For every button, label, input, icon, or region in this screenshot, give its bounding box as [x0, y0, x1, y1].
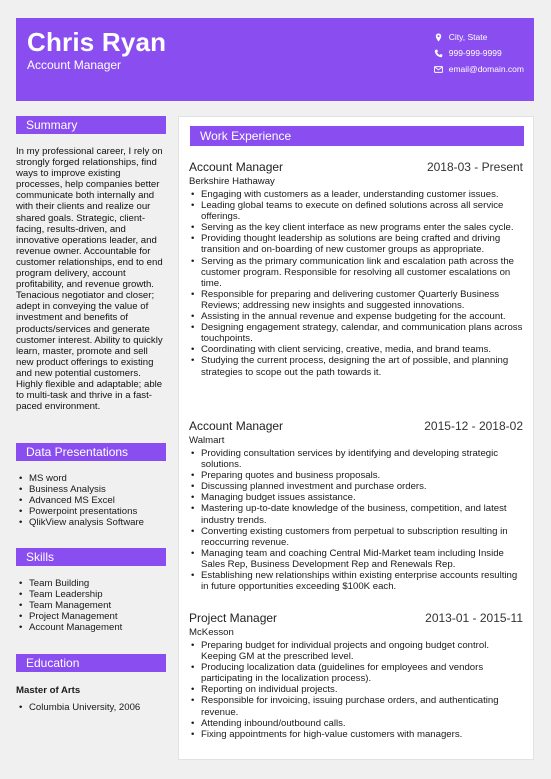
job-entry	[189, 160, 523, 378]
company-name: McKesson	[189, 627, 234, 638]
job-title: Account Manager	[189, 419, 284, 433]
email-icon	[434, 65, 443, 74]
list-item: • Team Leadership	[16, 589, 166, 600]
list-item: • Serving as the primary communication link and escalation path across the customer program. Responsible for resolving all customer escalations on time.	[189, 256, 523, 289]
list-item: • Studying the current process, designing the art of possible, and planning strategies to scope out the path towards it.	[189, 355, 523, 377]
list-item: • Converting existing customers from perpetual to subscription resulting in reoccurring revenue.	[189, 526, 523, 548]
list-item: • Managing team and coaching Central Mid-Market team including Inside Sales Rep, Business Development Rep and Renewals Rep.	[189, 548, 523, 570]
list-item: • Team Building	[16, 578, 166, 589]
job-dates: 2015-12 - 2018-02	[424, 419, 523, 433]
list-item: • Producing localization data (guidelines for employees and vendors participating in the localization process).	[189, 662, 523, 684]
list-item: • Providing thought leadership as solutions are being crafted and driving transition and on-boarding of new customer groups as appropriate.	[189, 233, 523, 255]
data-presentations-section	[16, 443, 166, 528]
list-item: • Providing consultation services by identifying and developing strategic solutions.	[189, 448, 523, 470]
list-item: • Mastering up-to-date knowledge of the business, competition, and latest industry trends.	[189, 503, 523, 525]
skills-section	[16, 548, 166, 633]
job-bullets	[189, 189, 523, 378]
list-item: • QlikView analysis Software	[16, 517, 166, 528]
skills-list	[16, 578, 166, 633]
list-item: • Columbia University, 2006	[16, 702, 166, 713]
education-section	[16, 654, 166, 713]
list-item: • Assisting in the annual revenue and expense budgeting for the account.	[189, 311, 523, 322]
contact-location	[434, 29, 524, 45]
resume-header	[16, 18, 534, 101]
phone-text: 999-999-9999	[448, 48, 502, 58]
contact-phone	[434, 45, 524, 61]
list-item: • Designing engagement strategy, calendar, and communication plans across touchpoints.	[189, 322, 523, 344]
contact-email	[434, 61, 524, 77]
location-text: City, State	[448, 32, 488, 42]
list-item: • Serving as the key client interface as new programs enter the sales cycle.	[189, 222, 523, 233]
list-item: • Advanced MS Excel	[16, 495, 166, 506]
list-item: • Responsible for preparing and delivering customer Quarterly Business Reviews; addressing new insights and suggested innovations.	[189, 289, 523, 311]
skills-heading: Skills	[16, 548, 166, 566]
email-text: email@domain.com	[448, 64, 524, 74]
list-item: • Reporting on individual projects.	[189, 684, 523, 695]
work-experience-heading: Work Experience	[190, 126, 524, 146]
job-title: Account Manager	[189, 160, 284, 174]
education-list	[16, 702, 166, 713]
list-item: • Fixing appointments for high-value customers with managers.	[189, 729, 523, 740]
job-bullets	[189, 640, 523, 740]
list-item: • Preparing quotes and business proposals.	[189, 470, 523, 481]
education-degree: Master of Arts	[16, 685, 81, 696]
job-title: Project Manager	[189, 611, 278, 625]
job-dates: 2013-01 - 2015-11	[425, 611, 523, 625]
work-experience-panel	[178, 116, 534, 760]
job-entry	[189, 611, 523, 740]
list-item: • Powerpoint presentations	[16, 506, 166, 517]
candidate-title: Account Manager	[27, 58, 122, 72]
list-item: • Discussing planned investment and purchase orders.	[189, 481, 523, 492]
data-presentations-heading: Data Presentations	[16, 443, 166, 461]
list-item: • Responsible for invoicing, issuing purchase orders, and authenticating revenue.	[189, 695, 523, 717]
list-item: • Team Management	[16, 600, 166, 611]
company-name: Berkshire Hathaway	[189, 176, 275, 187]
summary-heading: Summary	[16, 116, 166, 134]
phone-icon	[434, 49, 443, 58]
list-item: • Leading global teams to execute on defined solutions across all service offerings.	[189, 200, 523, 222]
candidate-name: Chris Ryan	[27, 27, 167, 57]
list-item: • Establishing new relationships within existing enterprise accounts resulting in future opportunities exceeding $100K each.	[189, 570, 523, 592]
list-item: • Coordinating with client servicing, creative, media, and brand teams.	[189, 344, 523, 355]
list-item: • Project Management	[16, 611, 166, 622]
list-item: • Engaging with customers as a leader, understanding customer issues.	[189, 189, 523, 200]
company-name: Walmart	[189, 435, 225, 446]
data-presentations-list	[16, 473, 166, 528]
job-bullets	[189, 448, 523, 592]
summary-section	[16, 116, 166, 412]
education-heading: Education	[16, 654, 166, 672]
list-item: • Business Analysis	[16, 484, 166, 495]
job-header	[189, 160, 523, 174]
list-item: • Preparing budget for individual projects and ongoing budget control. Keeping GM at the prescribed level.	[189, 640, 523, 662]
list-item: • Attending inbound/outbound calls.	[189, 718, 523, 729]
list-item: • MS word	[16, 473, 166, 484]
list-item: • Account Management	[16, 622, 166, 633]
job-header	[189, 611, 523, 625]
job-header	[189, 419, 523, 433]
contact-info	[434, 29, 524, 77]
location-pin-icon	[434, 33, 443, 42]
job-entry	[189, 419, 523, 592]
job-dates: 2018-03 - Present	[426, 160, 523, 174]
summary-text: In my professional career, I rely on strongly forged relationships, find ways to improve existing processes, help companies better communicate both internally and with their clients and realize our shared goals. Strategic, client-facing, results-driven, and innovative operations leader, and revenue owner. Accountable for customer relationships, end to end program delivery, account profitability, and revenue growth. Tenacious negotiator and closer; adept in conveying the value of investment and benefits of products/services and generate customer interest. Ability to quickly learn, master, promote and sell new product offerings to existing and new potential customers. Highly flexible and adaptable; able to multi-task and thrive in a fast-paced environment.	[16, 146, 163, 413]
list-item: • Managing budget issues assistance.	[189, 492, 523, 503]
